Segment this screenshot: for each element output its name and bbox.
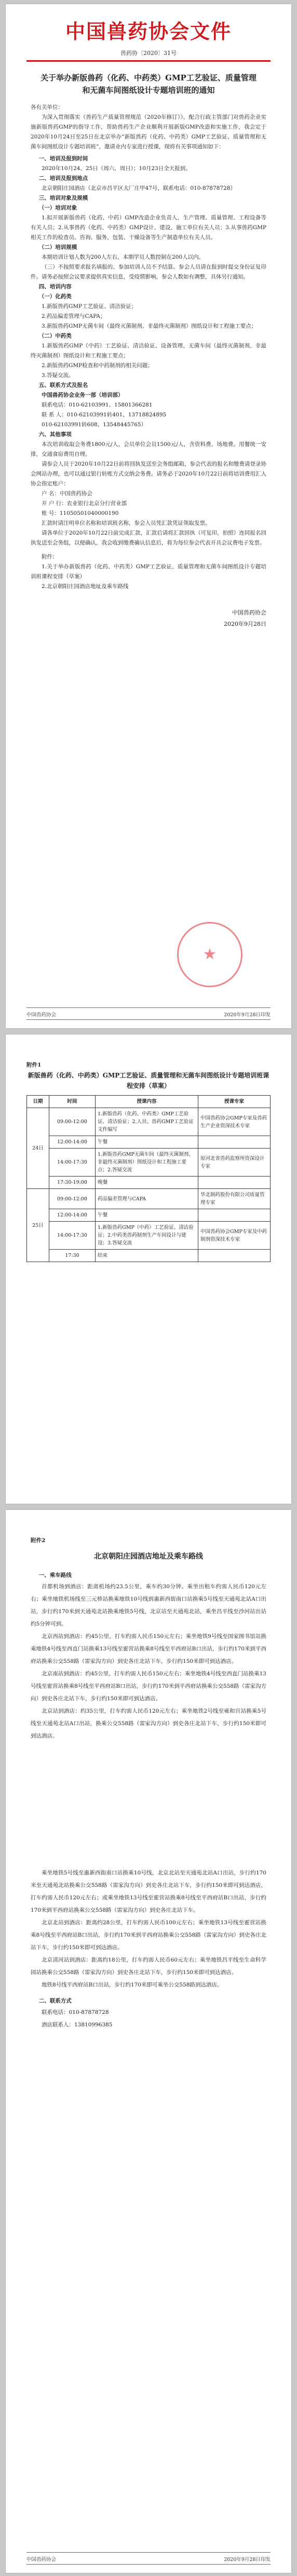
expert-cell: 中国兽药协会GMP专家及兽药生产企业资深技术专家 — [198, 1108, 271, 1136]
content-cell: 药品偏差管理与CAPA — [96, 1189, 198, 1209]
table-row — [27, 1250, 271, 1262]
address-title: 北京朝阳庄园酒店地址及乘车路线 — [94, 1552, 203, 1561]
table-row — [27, 1209, 271, 1222]
route-paragraph: 北京南站到酒店：约45公里，打车约需人民币150元左右；乘坐地铁4号线至西直门站换乘13号线至霍营站换乘8号线至平西府站B口出站，步行约170米到平西府站换乘公交558路（雷家沟方向）到史各庄北站下车，步行约150米即可到达酒店。 — [31, 1671, 266, 1702]
intro-paragraph: 为深入贯彻落实《兽药生产质量管理规范（2020年修订）》，配合行政主管部门对兽药企业实施新版兽药GMP的指导工作，帮助兽药生产企业顺利开展新版GMP改造和实施工作，我会定于2020年10月24日至25日在北京举办“新版兽药（化药、中药类）GMP工艺验证、质量管理和无菌车间图纸设计专题培训班”，邀请业内专家进行授课，现将有关事项通知如下： — [31, 114, 266, 150]
table-header: 授课内容 — [96, 1096, 198, 1108]
section-heading: 一、乘车路线 — [38, 1572, 72, 1578]
sub-heading: （二）中药类 — [38, 333, 72, 339]
star-icon: ★ — [203, 945, 217, 963]
attachment-item: 1.关于举办新版兽药（化药、中药类）GMP工艺验证、质量管理和无菌车间图纸设计专题培训班课程安排（草案） — [31, 564, 266, 580]
notice-title: 关于举办新版兽药（化药、中药类）GMP工艺验证、质量管理和无菌车间图纸设计专题培训班的通知 — [40, 73, 256, 95]
route-paragraph: 北京站到酒店：约35公里，打车约需人民币120元左右；乘坐地铁2号线至雍和宫站换乘5号线至天通苑北站A口出站，换乘公交558路（雷家沟方向）到史各庄北站下车，步行约150米即可到达酒店。 — [31, 1708, 266, 1739]
route-paragraph: 北京北站到酒店：距离约28公里，打车约需人民币100元左右；乘坐地铁13号线至霍营站换乘8号线至平西府站B口出站，步行约170米到平西府站换乘公交558路（雷家沟方向）到史各庄北站下车，步行约150米即可到达酒店。 — [31, 1920, 266, 1951]
footer-issuer: 中国兽药协会 — [26, 1012, 57, 1018]
sub-heading: （一）化药类 — [38, 293, 72, 300]
section-heading: 三、培训对象及规模 — [38, 195, 88, 201]
list-item: 3.新版兽药GMP无菌车间（最终灭菌制剂、非最终灭菌制剂）图纸设计和工程施工要点； — [42, 323, 257, 329]
attachment-number: 附件2 — [31, 1537, 46, 1544]
bank-line: 账 号：11050501040000190 — [42, 510, 119, 516]
footer-divider — [26, 2564, 271, 2565]
content-cell: 午餐 — [96, 1209, 198, 1222]
sub-heading: （一）培训对象 — [38, 205, 77, 211]
section-heading: 一、培训及报到时间 — [38, 156, 88, 162]
page-footer — [26, 1011, 271, 1018]
red-divider — [26, 60, 271, 62]
footer-date: 2020年9月28日印发 — [224, 2557, 271, 2563]
time-cell: 14:00-17:30 — [49, 1222, 96, 1250]
expert-cell — [198, 1177, 271, 1189]
paragraph: 请各单位于2020年10月22日前完成汇款，汇款后请将汇款回执（可复印，拍照）连同报名回执发送至会务组，以便确认，我会收到缴费确认信息后，将为每位参会代表开具会议费电子发票。 — [31, 530, 266, 546]
section-heading: 二、培训及报到地点 — [38, 175, 88, 181]
content-cell: 1.新版兽药GMP（中药）工艺验证、清洁验证；2.中药类兽药制剂生产车间设计与建设；3.答疑交流 — [96, 1222, 198, 1250]
day-cell: 24日 — [27, 1108, 49, 1189]
signer: 中国兽药协会 — [232, 609, 266, 616]
schedule-table — [26, 1095, 271, 1262]
paragraph: （三）不按照要求报名填报的、参加培训人员不予结算。参会人员请在报到时提交身份证复印件。请务必按照会议要求提供真实信息，受疫情影响，参会人数如有调整，具体另行通知。 — [31, 264, 266, 280]
salutation: 各有关单位： — [31, 104, 63, 110]
time-cell: 17:30 — [49, 1250, 96, 1262]
paragraph: 请参会人员于2020年10月22日前将回执发送至会务组邮箱，参会代表的报名和缴费请登录协会网站办理，也可以通过银行转账方式交纳会务费。请务必于2020年10月22日前将培训费用汇入协会指定账户： — [31, 461, 266, 487]
table-row — [27, 1136, 271, 1149]
content-cell: 结束 — [96, 1250, 198, 1262]
table-header: 日期 — [27, 1096, 49, 1108]
section-heading: 五、联系方式及报名 — [38, 382, 88, 388]
list-item: 2.药品偏差管理与CAPA； — [42, 313, 106, 319]
org-title: 中国兽药协会文件 — [65, 20, 232, 43]
table-row — [27, 1177, 271, 1189]
section-heading: 二、联系方式 — [38, 1998, 72, 2004]
route-paragraph: 首都机场到酒店：距离机场约23.5公里，乘车约30分钟。乘坐出租车约需人民币120元左右；乘坐地铁机场线至三元桥站换乘地铁10号线到惠新西街南口站换乘5号线至天通苑北站A口出站，步行约170米到天通苑北站换乘地铁5号线，北京站至天通苑北站，乘坐昌平线至沙河站出站约5分钟可到。 — [31, 1584, 266, 1627]
footer-date: 2020年9月28日印发 — [224, 1012, 271, 1018]
route-paragraph: 乘坐地铁5号线至惠新西街南口站换乘10号线，北京北站至天通苑北站A口出站，步行约170米至天通苑北站换乘公交558路（雷家沟方向）到史各庄北站下车，步行约150米即可到达酒店，打车约需人民币120元左右；或乘坐地铁13号线至霍营站换乘8号线至平西府站B口出站，步行约170米到平西府站换乘公交558路（雷家沟方向）到史各庄北站下车。 — [31, 1870, 266, 1913]
sign-date: 2020年9月28日 — [224, 621, 266, 627]
content-cell: 1.新版兽药（化药、中药类）GMP工艺验证、清洁验证；2.人员、兽药GMP工艺验证文件编写 — [96, 1108, 198, 1136]
time-cell: 09:00-12:00 — [49, 1108, 96, 1136]
table-header: 授课专家 — [198, 1096, 271, 1108]
paragraph: 北京朝阳庄园酒店（北京市昌平区大厂庄甲47号，联系电话：010-87878728） — [42, 185, 236, 191]
contact-line: 联 系 人：010-62103991转401、13718824895 — [42, 412, 167, 418]
attachment-number: 附件1 — [26, 1062, 42, 1068]
expert-cell: 中国兽药协会GMP专家及中药制剂资深技术专家 — [198, 1222, 271, 1250]
paragraph: 本期培训计划人数为200人左右，本期学员人数控制在200人以内。 — [42, 254, 205, 260]
list-item: 3.答疑交流。 — [42, 372, 74, 379]
notice-body — [31, 103, 266, 630]
paragraph: 本次培训收取会务费1800元/人，会员单位会员1500元/人，含资料费、场地费。用餐统一安排，交通食宿费用自理。 — [31, 441, 266, 457]
footer-divider — [26, 1019, 271, 1020]
day-cell: 25日 — [27, 1189, 49, 1262]
document-page-3 — [6, 1510, 291, 2573]
time-cell: 12:00-14:00 — [49, 1209, 96, 1222]
expert-cell — [198, 1209, 271, 1222]
list-item: 1.新版兽药GMP（中药）工艺验证、清洁验证、设备管理，无菌车间（最终灭菌制剂、非最终灭菌制剂）图纸设计和工程施工要点； — [31, 343, 266, 359]
section-heading: 四、培训内容 — [38, 284, 72, 290]
sub-heading: （二）培训规模 — [38, 244, 77, 250]
attachment-item: 2.北京朝阳庄园酒店地址及乘车路线 — [42, 583, 129, 590]
contact-org: 中国兽药协会业务一部（培训部） — [42, 392, 124, 398]
bank-line: 开 户 行：农业银行北京分行营业部 — [42, 500, 127, 507]
route-paragraph: 北京西站到酒店：约45公里，打车约需人民币150元左右；乘坐地铁9号线至国家图书馆站换乘地铁4号线至西直门站换乘13号线至霍营站换乘8号线至平西府站B口出站，步行约170米到平西府站换乘公交558路（雷家沟方向）到史各庄北站下车，步行约150米即可到达酒店。 — [31, 1633, 266, 1664]
table-row — [27, 1108, 271, 1136]
route-paragraph: 北京清河站到酒店：距离约18公里，打车约需人民币60元左右；乘坐地铁昌平线至生命科学园站换乘公交558路（雷家沟方向）到史各庄北站下车，步行约150米即可到达酒店。 — [31, 1957, 266, 1976]
section-heading: 六、其他事项 — [38, 431, 72, 438]
table-row — [27, 1222, 271, 1250]
expert-cell: 原河北省兽药监察所资深设计专家 — [198, 1149, 271, 1177]
time-cell: 17:30-19:00 — [49, 1177, 96, 1189]
document-page-2 — [6, 1034, 291, 1504]
table-row — [27, 1189, 271, 1209]
table-header: 时间 — [49, 1096, 96, 1108]
expert-cell — [198, 1136, 271, 1149]
table-row — [27, 1149, 271, 1177]
time-cell: 14:00-17:30 — [49, 1149, 96, 1177]
official-seal — [177, 922, 242, 987]
schedule-title: 新版兽药（化药、中药类）GMP工艺验证、质量管理和无菌车间图纸设计专题培训班课程安排（草案） — [28, 1072, 269, 1089]
page-footer — [26, 2555, 271, 2563]
time-cell: 09:00-12:00 — [49, 1189, 96, 1209]
contact-line: 酒店联系人：13810996385 — [42, 2022, 113, 2028]
doc-number: 兽药协〔2020〕31号 — [120, 50, 177, 57]
table-header-row — [27, 1096, 271, 1108]
content-cell: 晚餐 — [96, 1177, 198, 1189]
attachments-label: 附件： — [42, 554, 58, 560]
contact-line: 联系电话：010-87878728 — [42, 2009, 109, 2015]
expert-cell: 华北制药股份有限公司质量管理专家 — [198, 1189, 271, 1209]
contact-line: 联系电话：010-62103991、15801366281 — [42, 402, 153, 408]
contact-line: 010-62103991转608、13548445765） — [42, 422, 147, 428]
paragraph: 汇款时请注明单位名称和培训班名称，参会人员凭汇款凭证领取发票。 — [42, 520, 211, 526]
time-cell: 12:00-14:00 — [49, 1136, 96, 1149]
list-item: 2.新版兽药GMP检查和中药制剂的相关问题； — [42, 362, 153, 369]
paragraph: 1.拟开展新版兽药（化药、中药）GMP改造企业负责人，生产管理、质量管理、工程设备等有关人员；2.从事兽药（化药、中药类）GMP设计、建设、施工单位有关人员；3.从事兽药GMP相关工作的检查员、咨询、服务、包装、干燥设备等生产制造单位有关人员。 — [31, 215, 266, 241]
footer-issuer: 中国兽药协会 — [26, 2557, 57, 2563]
content-cell: 1.新版兽药GMP无菌车间（最终灭菌制剂、非最终灭菌制剂）图纸设计和工程施工要点；2.答疑交流 — [96, 1149, 198, 1177]
expert-cell — [198, 1250, 271, 1262]
list-item: 1.新版兽药GMP工艺验证、清洁验证； — [42, 303, 137, 310]
paragraph: 2020年10月24、25日（周六、周日）；10月23日全天报到。 — [42, 165, 191, 172]
footer-divider — [26, 1007, 271, 1008]
route-paragraph: 地铁8号线平西府站B口出站，步行约170米即可乘坐公交558路到达酒店。 — [42, 1982, 223, 1988]
content-cell: 午餐 — [96, 1136, 198, 1149]
bank-line: 户 名：中国兽药协会 — [42, 491, 92, 497]
footer-divider — [26, 2552, 271, 2553]
document-page-1 — [6, 4, 291, 1028]
